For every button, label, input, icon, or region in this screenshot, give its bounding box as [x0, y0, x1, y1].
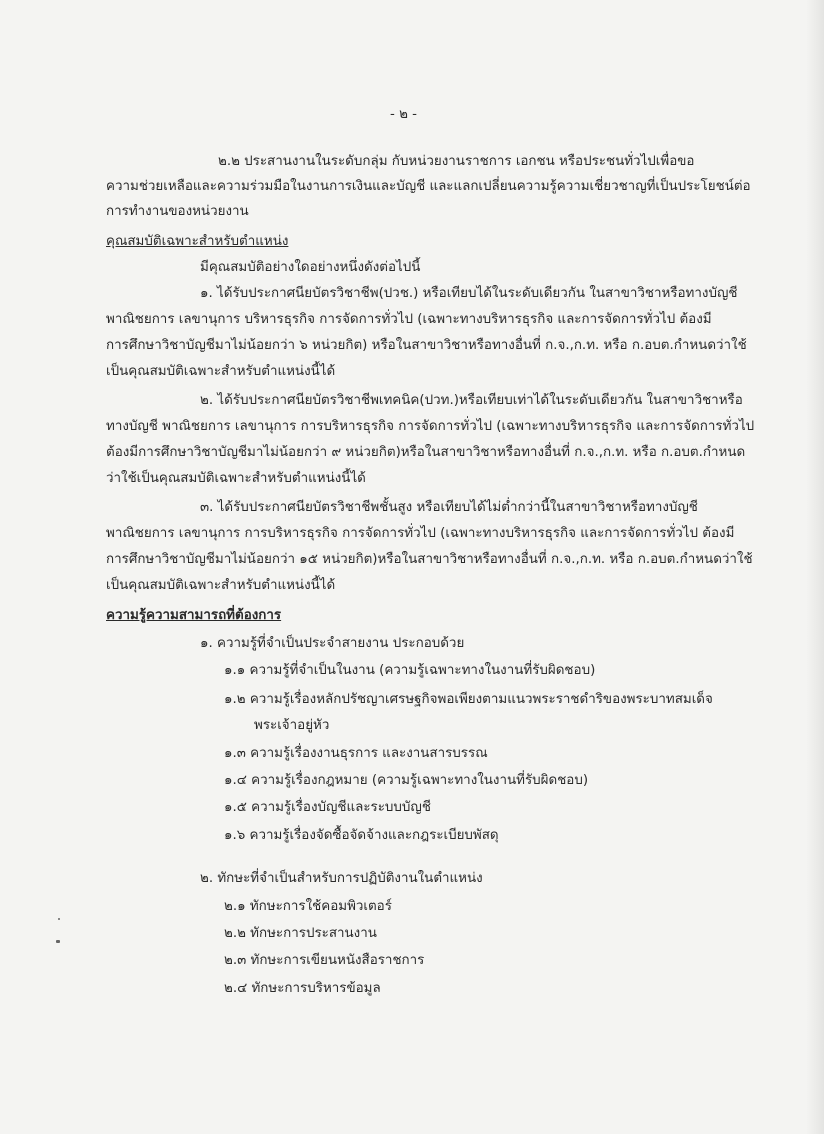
skill-item: ๒.๓ ทักษะการเขียนหนังสือราชการ	[224, 953, 425, 968]
knowledge-item: ๑.๑ ความรู้ที่จำเป็นในงาน (ความรู้เฉพาะทางในงานที่รับผิดชอบ)	[224, 663, 596, 678]
qualification-2-line: ทางบัญชี พาณิชยการ เลขานุการ การบริหารธุรกิจ การจัดการทั่วไป (เฉพาะทางบริหารธุรกิจ และการจัดการทั่วไป	[106, 419, 755, 434]
qualifications-lead: มีคุณสมบัติอย่างใดอย่างหนึ่งดังต่อไปนี้	[200, 260, 421, 275]
qualification-3-line: ๓. ได้รับประกาศนียบัตรวิชาชีพชั้นสูง หรือเทียบได้ไม่ต่ำกว่านี้ในสาขาวิชาหรือทางบัญชี	[200, 500, 698, 515]
skill-item: ๒.๑ ทักษะการใช้คอมพิวเตอร์	[224, 899, 392, 914]
intro-line: ความช่วยเหลือและความร่วมมือในงานการเงินและบัญชี และแลกเปลี่ยนความรู้ความเชี่ยวชาญที่เป็นประโยชน์ต่อ	[106, 179, 751, 194]
scan-speck	[58, 918, 60, 920]
paper-edge-shadow	[806, 0, 824, 1134]
qualification-2-line: ๒. ได้รับประกาศนียบัตรวิชาชีพเทคนิค(ปวท.)หรือเทียบเท่าได้ในระดับเดียวกัน ในสาขาวิชาหรือ	[200, 393, 743, 408]
intro-line: ๒.๒ ประสานงานในระดับกลุ่ม กับหน่วยงานราชการ เอกชน หรือประชนทั่วไปเพื่อขอ	[218, 154, 695, 169]
qualification-3-line: พาณิชยการ เลขานุการ การบริหารธุรกิจ การจัดการทั่วไป (เฉพาะทางบริหารธุรกิจ และการจัดการทั่วไป ต้องมี	[106, 526, 735, 541]
knowledge-item: ๑.๓ ความรู้เรื่องงานธุรการ และงานสารบรรณ	[224, 746, 488, 761]
knowledge-section-2: ๒. ทักษะที่จำเป็นสำหรับการปฏิบัติงานในตำแหน่ง	[200, 871, 483, 886]
knowledge-item-continuation: พระเจ้าอยู่หัว	[254, 718, 330, 733]
qualification-1-line: พาณิชยการ เลขานุการ บริหารธุรกิจ การจัดการทั่วไป (เฉพาะทางบริหารธุรกิจ และการจัดการทั่วไป ต้องมี	[106, 312, 712, 327]
page-number: - ๒ -	[390, 107, 418, 122]
qualification-2-line: ต้องมีการศึกษาวิชาบัญชีมาไม่น้อยกว่า ๙ หน่วยกิต)หรือในสาขาวิชาหรือทางอื่นที่ ก.จ.,ก.ท. หรือ ก.อบต.กำหนด	[106, 445, 746, 460]
qualification-3-line: เป็นคุณสมบัติเฉพาะสำหรับตำแหน่งนี้ได้	[106, 578, 336, 593]
knowledge-heading: ความรู้ความสามารถที่ต้องการ	[106, 608, 282, 623]
qualifications-heading: คุณสมบัติเฉพาะสำหรับตำแหน่ง	[106, 234, 289, 249]
qualification-1-line: การศึกษาวิชาบัญชีมาไม่น้อยกว่า ๖ หน่วยกิต) หรือในสาขาวิชาหรือทางอื่นที่ ก.จ.,ก.ท. หรือ ก.อบต.กำหนดว่าใช้	[106, 338, 747, 353]
qualification-3-line: การศึกษาวิชาบัญชีมาไม่น้อยกว่า ๑๕ หน่วยกิต)หรือในสาขาวิชาหรือทางอื่นที่ ก.จ.,ก.ท. หรือ ก.อบต.กำหนดว่าใช้	[106, 552, 753, 567]
intro-line: การทำงานของหน่วยงาน	[106, 204, 249, 219]
scan-speck	[56, 940, 60, 943]
knowledge-item: ๑.๖ ความรู้เรื่องจัดซื้อจัดจ้างและกฎระเบียบพัสดุ	[224, 828, 499, 843]
skill-item: ๒.๒ ทักษะการประสานงาน	[224, 926, 377, 941]
knowledge-item: ๑.๕ ความรู้เรื่องบัญชีและระบบบัญชี	[224, 800, 431, 815]
knowledge-item: ๑.๔ ความรู้เรื่องกฎหมาย (ความรู้เฉพาะทางในงานที่รับผิดชอบ)	[224, 773, 589, 788]
knowledge-section-1: ๑. ความรู้ที่จำเป็นประจำสายงาน ประกอบด้วย	[200, 636, 465, 651]
skill-item: ๒.๔ ทักษะการบริหารข้อมูล	[224, 981, 381, 996]
qualification-2-line: ว่าใช้เป็นคุณสมบัติเฉพาะสำหรับตำแหน่งนี้ได้	[106, 471, 366, 486]
knowledge-item: ๑.๒ ความรู้เรื่องหลักปรัชญาเศรษฐกิจพอเพียงตามแนวพระราชดำริของพระบาทสมเด็จ	[224, 692, 713, 707]
qualification-1-line: เป็นคุณสมบัติเฉพาะสำหรับตำแหน่งนี้ได้	[106, 364, 336, 379]
qualification-1-line: ๑. ได้รับประกาศนียบัตรวิชาชีพ(ปวช.) หรือเทียบได้ในระดับเดียวกัน ในสาขาวิชาหรือทางบัญชี	[200, 286, 738, 301]
